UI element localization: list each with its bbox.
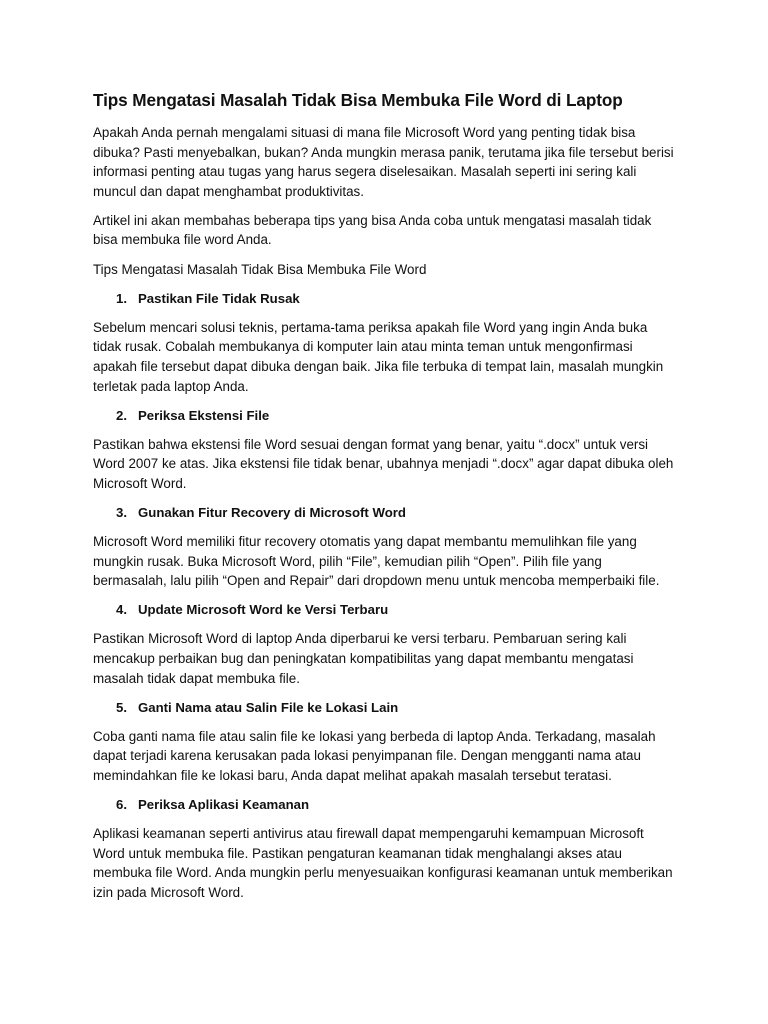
- intro-paragraph: Apakah Anda pernah mengalami situasi di mana file Microsoft Word yang penting tidak bisa dibuka? Pasti menyebalkan, bukan? Anda mungkin merasa panik, terutama jika file tersebut berisi informasi penting atau tugas yang harus segera diselesaikan. Masalah seperti ini sering kali muncul dan dapat menghambat produktivitas.: [93, 125, 674, 199]
- section-heading: [93, 698, 678, 718]
- section-number: 3.: [116, 505, 127, 520]
- section-body: Pastikan bahwa ekstensi file Word sesuai dengan format yang benar, yaitu “.docx” untuk versi Word 2007 ke atas. Jika ekstensi file tidak benar, ubahnya menjadi “.docx” agar dapat dibuka oleh Microsoft Word.: [93, 436, 674, 491]
- section-number: 6.: [116, 797, 127, 813]
- section-3: [93, 503, 678, 591]
- section-number: 1.: [116, 290, 127, 306]
- section-body: Microsoft Word memiliki fitur recovery otomatis yang dapat membantu memulihkan file yang mungkin rusak. Buka Microsoft Word, pilih “File”, kemudian pilih “Open”. Pilih file yang bermasalah, lalu pilih “Open and Repair” dari dropdown menu untuk mencoba memperbaiki file.: [93, 534, 660, 589]
- section-heading: [93, 600, 678, 620]
- section-4: [93, 600, 678, 688]
- section-body: Coba ganti nama file atau salin file ke lokasi yang berbeda di laptop Anda. Terkadang, masalah dapat terjadi karena kerusakan pada lokasi penyimpanan file. Dengan mengganti nama atau memindahkan file ke lokasi baru, Anda dapat melihat apakah masalah tersebut teratasi.: [93, 728, 656, 784]
- section-body: Sebelum mencari solusi teknis, pertama-tama periksa apakah file Word yang ingin Anda buka tidak rusak. Cobalah membukanya di komputer lain atau minta teman untuk mengonfirmasi apakah file tersebut dapat dibuka dengan baik. Jika file terbuka di tempat lain, masalah mungkin terletak pada laptop Anda.: [93, 319, 664, 394]
- section-body: Pastikan Microsoft Word di laptop Anda diperbarui ke versi terbaru. Pembaruan sering kali mencakup perbaikan bug dan peningkatan kompatibilitas yang dapat membantu mengatasi masalah tidak dapat membuka file.: [93, 631, 634, 686]
- section-heading-text: Periksa Ekstensi File: [138, 407, 270, 423]
- section-5: [93, 698, 678, 786]
- section-heading: [93, 795, 678, 815]
- document-subtitle: Tips Mengatasi Masalah Tidak Bisa Membuka File Word: [93, 261, 427, 277]
- document-title: Tips Mengatasi Masalah Tidak Bisa Membuka File Word di Laptop: [93, 90, 623, 110]
- section-heading: [93, 289, 678, 309]
- section-6: [93, 795, 678, 902]
- section-body: Aplikasi keamanan seperti antivirus atau firewall dapat mempengaruhi kemampuan Microsoft Word untuk membuka file. Pastikan pengaturan keamanan tidak menghalangi akses atau membuka file Word. Anda mungkin perlu menyesuaikan konfigurasi keamanan untuk memberikan izin pada Microsoft Word.: [93, 826, 673, 900]
- section-1: [93, 289, 678, 396]
- section-heading: [93, 503, 678, 523]
- section-heading-text: Update Microsoft Word ke Versi Terbaru: [138, 602, 389, 618]
- section-heading: [93, 406, 678, 426]
- section-heading-text: Gunakan Fitur Recovery di Microsoft Word: [138, 505, 406, 520]
- intro-paragraph: Artikel ini akan membahas beberapa tips yang bisa Anda coba untuk mengatasi masalah tidak bisa membuka file word Anda.: [93, 212, 652, 248]
- section-heading-text: Ganti Nama atau Salin File ke Lokasi Lain: [138, 699, 399, 715]
- section-number: 5.: [116, 699, 127, 715]
- section-number: 4.: [116, 602, 127, 618]
- section-heading-text: Periksa Aplikasi Keamanan: [138, 797, 310, 813]
- section-heading-text: Pastikan File Tidak Rusak: [138, 290, 300, 306]
- section-number: 2.: [116, 407, 127, 423]
- section-2: [93, 406, 678, 494]
